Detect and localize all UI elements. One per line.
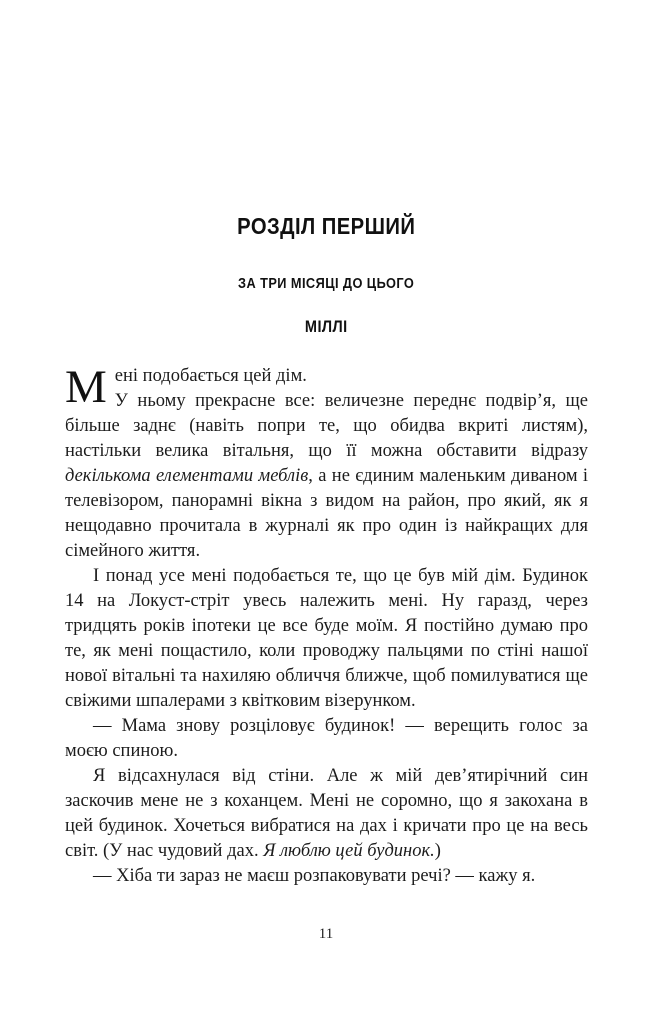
drop-cap: М [65, 361, 107, 413]
text-run: У ньому прекрасне все: величезне переднє подвір’я, ще більше заднє (навіть попри те, що обидва вкриті листям), настільки велика вітальня, що її можна обставити відразу [65, 391, 588, 461]
paragraph-4 [65, 764, 588, 864]
text-run-italic: декількома елементами меблів [65, 466, 309, 486]
paragraph-3: — Мама знову розціловує будинок! — верещить голос за моєю спиною. [65, 716, 588, 761]
text-run: Я відсахнулася від стіни. Але ж мій дев’ятирічний син заскочив мене не з коханцем. Мені не соромно, що я закохана в цей будинок. Хочеться вибратися на дах і кричати про це на весь світ. (У нас чудовий дах. [65, 766, 588, 861]
paragraph-2: І понад усе мені подобається те, що це був мій дім. Будинок 14 на Локуст-стріт увесь належить мені. Ну гаразд, через тридцять років іпотеки це все буде моїм. Я постійно думаю про те, як мені пощастило, коли проводжу пальцями по стіні нашої нової вітальні та нахиляю обличчя ближче, щоб помилуватися ще свіжими шпалерами з квітковим візерунком. [65, 566, 588, 711]
paragraph-5: — Хіба ти зараз не маєш розпаковувати речі? — кажу я. [93, 866, 536, 886]
text-run: ені подобається цей дім. [114, 366, 307, 386]
section-title-text: МІЛЛІ [305, 318, 348, 336]
paragraph-1 [65, 361, 588, 564]
page-content [65, 0, 588, 889]
body-text [65, 361, 588, 889]
page-number: 11 [318, 926, 334, 942]
chapter-title-text: РОЗДІЛ ПЕРШИЙ [237, 213, 416, 239]
section-title [65, 318, 588, 337]
chapter-title [65, 213, 588, 240]
chapter-subtitle [65, 276, 588, 292]
text-run: , а не єдиним маленьким диваном і телевізором, панорамні вікна з видом на район, про який, як я нещодавно прочитала в журналі як про один із найкращих для сімейного життя. [65, 466, 588, 561]
text-run-italic: Я люблю цей будинок. [263, 841, 435, 861]
chapter-subtitle-text: ЗА ТРИ МІСЯЦІ ДО ЦЬОГО [238, 276, 415, 292]
text-run: ) [434, 841, 441, 861]
